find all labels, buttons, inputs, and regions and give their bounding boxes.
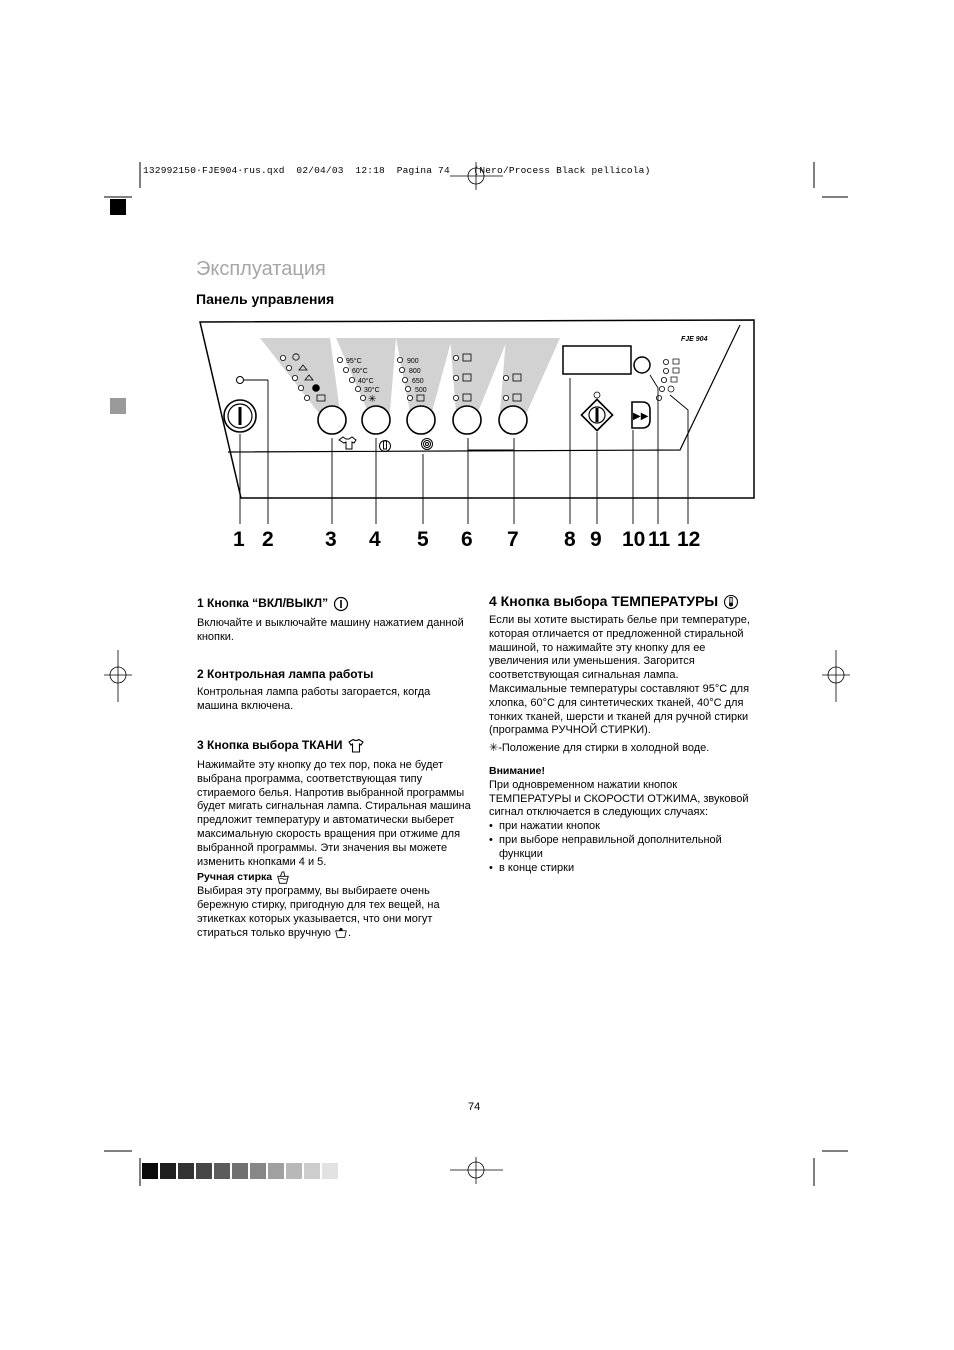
handwash-symbol-icon	[334, 927, 348, 939]
section-1-title: 1 Кнопка “ВКЛ/ВЫКЛ”	[197, 596, 329, 611]
start-lamp	[594, 392, 600, 398]
thermometer-icon	[723, 594, 739, 610]
panel-number-5: 5	[417, 528, 429, 551]
option2-wedge	[500, 338, 560, 412]
section-1-text: Включайте и выключайте машину нажатием данной кнопки.	[197, 617, 464, 643]
digital-display	[563, 346, 631, 374]
panel-number-3: 3	[325, 528, 337, 551]
cold-wash-icon: ✳	[489, 741, 499, 755]
temp-label-40: 40°C	[358, 378, 374, 385]
section-4-heading	[489, 594, 757, 610]
forward-button	[632, 402, 650, 428]
panel-number-8: 8	[564, 528, 576, 551]
panel-number-12: 12	[677, 528, 701, 551]
svg-text:▶▶: ▶▶	[633, 411, 649, 422]
option-wedge	[450, 338, 508, 412]
temp-label-60: 60°C	[352, 368, 368, 375]
right-column	[489, 594, 757, 875]
section-3-title: 3 Кнопка выбора ТКАНИ	[197, 738, 343, 753]
left-column	[197, 596, 472, 941]
panel-number-1: 1	[233, 528, 245, 551]
model-label: FJE 904	[681, 336, 708, 343]
handwash-icon	[276, 871, 290, 885]
section-3-heading	[197, 738, 472, 754]
section-title: Эксплуатация	[196, 258, 326, 280]
page-number: 74	[468, 1101, 481, 1113]
warning-bullet-1: • при нажатии кнопок	[489, 820, 757, 834]
spin-label-650: 650	[412, 378, 424, 385]
handwash-text	[197, 885, 472, 940]
section-4-text-2: Максимальные температуры составляют 95°C для хлопка, 60°C для синтетических тканей, 40°C для тонких тканей, шерсти и тканей для ручной стирки (программа РУЧНОЙ СТИРКИ).	[489, 682, 750, 737]
on-off-button	[224, 400, 256, 432]
spin-label-800: 800	[409, 368, 421, 375]
cold-wash-text: -Положение для стирки в холодной воде.	[498, 742, 710, 755]
temp-label-30: 30°C	[364, 387, 380, 394]
panel-number-11: 11	[648, 528, 671, 551]
panel-number-4: 4	[369, 528, 381, 551]
panel-number-9: 9	[590, 528, 602, 551]
panel-number-2: 2	[262, 528, 274, 551]
warning-bullet-2: • при выборе неправильной дополнительной функции	[489, 834, 757, 862]
warning-text: При одновременном нажатии кнопок ТЕМПЕРАТУРЫ и СКОРОСТИ ОТЖИМА, звуковой сигнал отключается в следующих случаях:	[489, 778, 749, 819]
round-buttons	[318, 406, 527, 434]
power-icon	[333, 596, 349, 612]
panel-number-10: 10	[622, 528, 646, 551]
cold-wash-note	[489, 741, 757, 756]
start-pause-button	[581, 399, 612, 430]
section-4-title: 4 Кнопка выбора ТЕМПЕРАТУРЫ	[489, 593, 719, 610]
thermometer-icon	[380, 441, 391, 452]
tshirt-icon	[339, 437, 356, 449]
warning-title: Внимание!	[489, 764, 545, 777]
section-1-heading	[197, 596, 472, 612]
small-round-button	[634, 357, 650, 373]
tshirt-icon	[348, 738, 364, 754]
section-4-text-1: Если вы хотите выстирать белье при температуре, которая отличается от предложенной стиральной машиной, то нажимайте эту кнопку для ее увеличения или уменьшения. Загорится соответствующая сигнальная лампа.	[489, 614, 750, 682]
temperature-wedge	[336, 338, 396, 412]
temp-label-95: 95°C	[346, 358, 362, 365]
panel-subtitle: Панель управления	[196, 291, 335, 307]
power-lamp	[237, 377, 244, 384]
section-3-text: Нажимайте эту кнопку до тех пор, пока не будет выбрана программа, соответствующая типу стираемого белья. Напротив выбранной программы будет мигать сигнальная лампа. Стиральная машина предложит температуру и автоматически выберет максимальную скорость вращения при отжиме для выбранной программы. Эти значения вы можете изменить кнопками 4 и 5.	[197, 758, 471, 868]
panel-number-7: 7	[507, 528, 519, 551]
spin-icon	[422, 439, 433, 450]
print-slug-line: 132992150·FJE904·rus.qxd 02/04/03 12:18 Pagina 74 (Nero/Process Black pellicola)	[143, 165, 651, 176]
handwash-end: .	[347, 926, 352, 939]
handwash-body: Выбирая эту программу, вы выбираете очень бережную стирку, пригодную для тех вещей, на этикетках которых указывается, что они могут стираться только вручную	[197, 885, 440, 939]
handwash-heading	[197, 871, 472, 885]
right-column-symbols	[668, 359, 679, 392]
section-2-heading	[197, 668, 472, 682]
spin-label-500: 500	[415, 387, 427, 394]
panel-number-6: 6	[461, 528, 473, 551]
handwash-title: Ручная стирка	[197, 871, 273, 884]
section-2-text: Контрольная лампа работы загорается, когда машина включена.	[197, 686, 431, 713]
spin-label-900: 900	[407, 358, 419, 365]
section-2-title: 2 Контрольная лампа работы	[197, 666, 374, 681]
fabric-wedge	[260, 338, 340, 412]
cold-wash-icon: ✳	[368, 394, 377, 405]
warning-bullet-3: • в конце стирки	[489, 862, 757, 876]
